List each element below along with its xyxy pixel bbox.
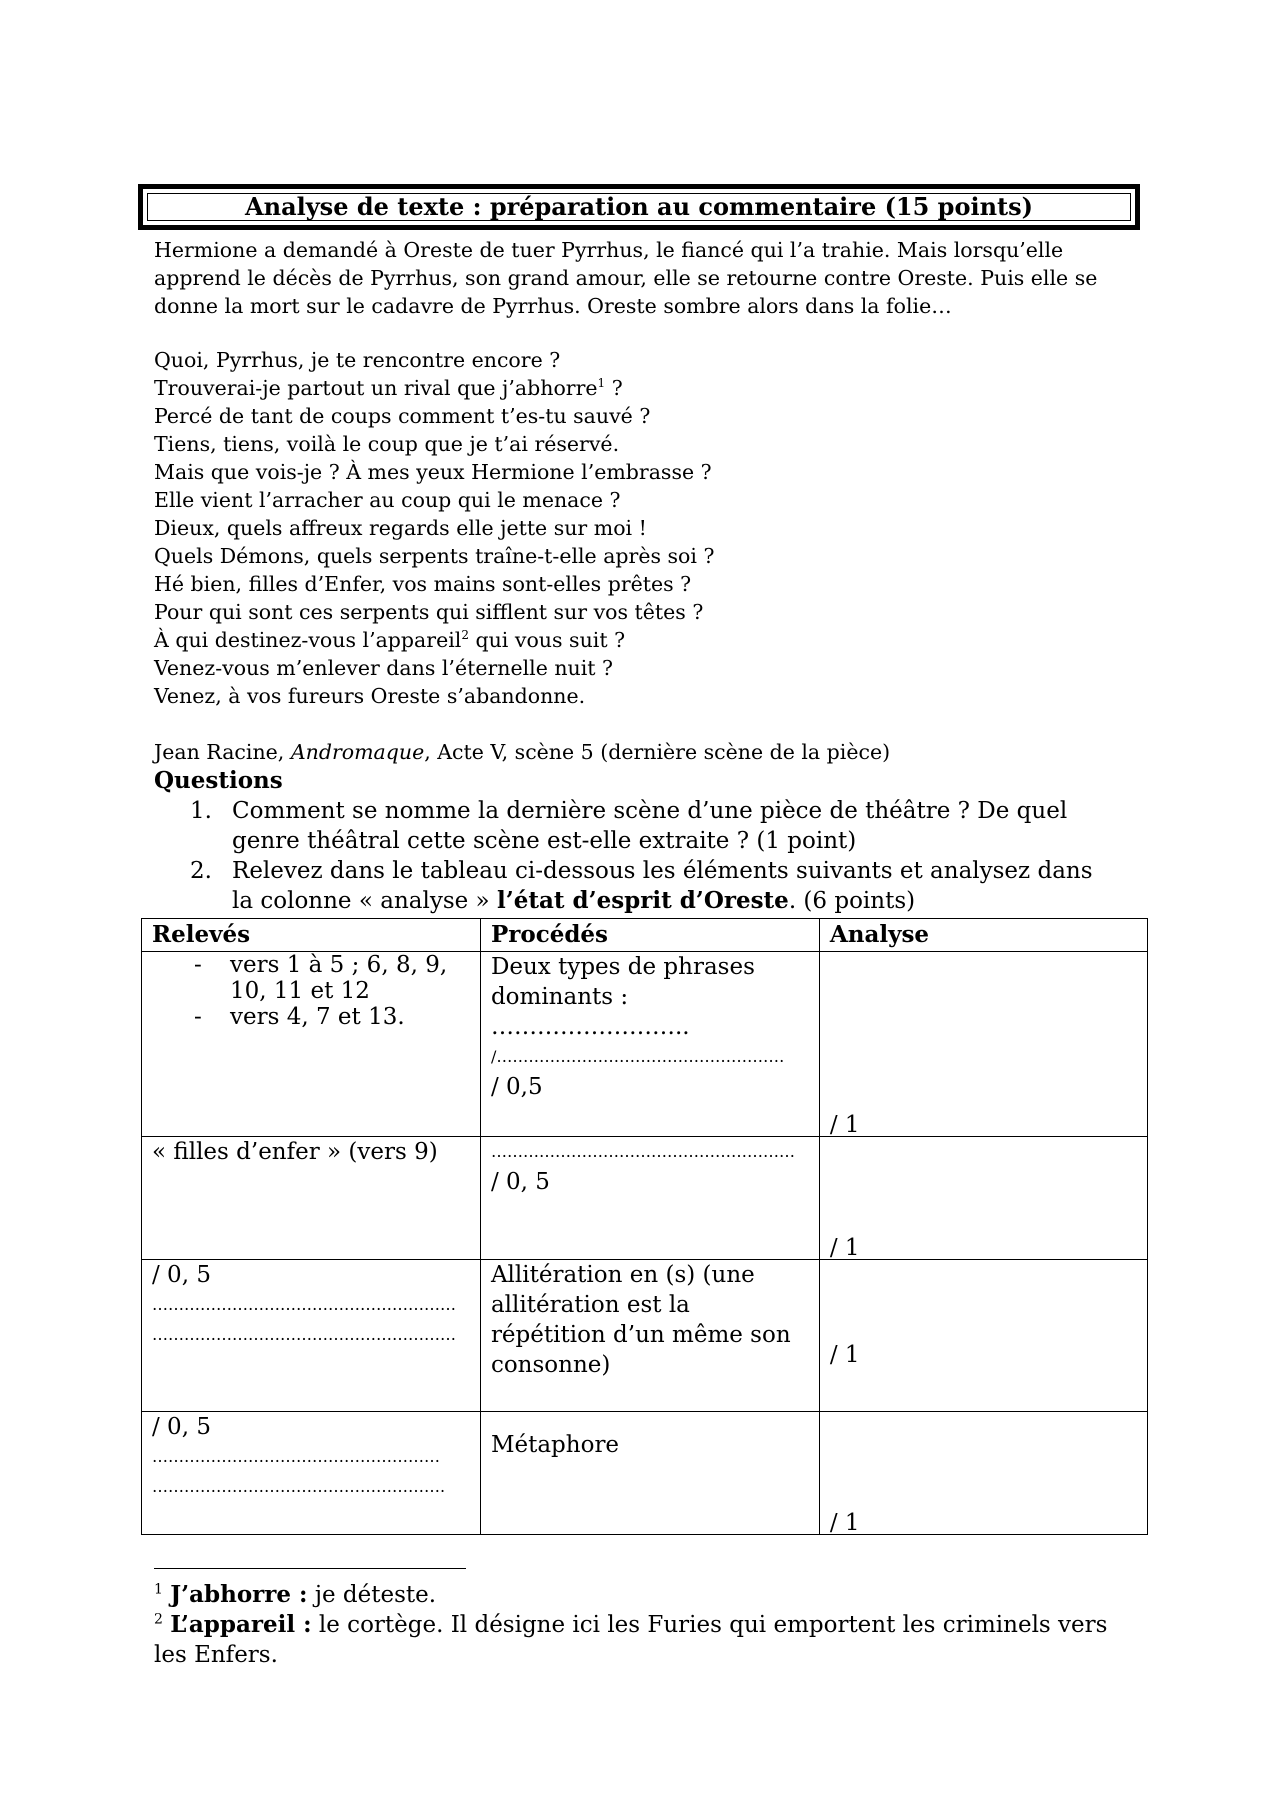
releve-text: vers 4, 7 et 13. [230, 1004, 405, 1030]
analysis-table [141, 918, 1148, 1535]
score-label: / 0, 5 [152, 1414, 211, 1440]
intro-paragraph: Hermione a demandé à Oreste de tuer Pyrrhus, le fiancé qui l’a trahie. Mais lorsqu’elle apprend le décès de Pyrrhus, son grand amour, elle se retourne contre Oreste. Puis elle se donne la mort sur le cadavre de Pyrrhus. Oreste sombre alors dans la folie… [154, 238, 1098, 318]
footnote-number: 2 [154, 1611, 163, 1628]
score-label: / 0,5 [490, 1074, 543, 1100]
header-procedes: Procédés [480, 919, 819, 952]
question-text: Relevez dans le tableau ci-dessous les éléments suivants et analysez dans la colonne « analyse » [232, 858, 1093, 914]
releve-cell [142, 1137, 481, 1260]
dash-bullet: - [194, 952, 202, 978]
score-label: / 1 [829, 1235, 860, 1261]
footnote-term: J’abhorre : [170, 1581, 308, 1608]
poem-line: Venez-vous m’enlever dans l’éternelle nuit ? [154, 656, 614, 680]
questions-heading: Questions [154, 767, 283, 794]
footnotes [154, 1580, 1114, 1670]
poem-line: Elle vient l’arracher au coup qui le menace ? [154, 488, 621, 512]
table-row [142, 1137, 1148, 1260]
score-label: / 1 [829, 1510, 860, 1536]
table-row [142, 952, 1148, 1137]
section-title: Analyse de texte : préparation au commentaire (15 points) [147, 193, 1131, 221]
procede-label: Deux types de phrases dominants : …………………….. [490, 954, 755, 1040]
releve-cell[interactable] [142, 1260, 481, 1412]
poem-line: Tiens, tiens, voilà le coup que je t’ai réservé. [154, 432, 620, 456]
footnote-divider [154, 1568, 466, 1569]
poem-line: Quels Démons, quels serpents traîne-t-elle après soi ? [154, 544, 715, 568]
score-label: / 0, 5 [152, 1262, 211, 1288]
list-item [152, 1004, 470, 1030]
footnote-item [154, 1610, 1114, 1670]
procede-cell [480, 1260, 819, 1412]
footnote-term: L’appareil : [170, 1611, 312, 1638]
poem-line: Pour qui sont ces serpents qui sifflent sur vos têtes ? [154, 600, 704, 624]
header-releves: Relevés [142, 919, 481, 952]
poem-line-text: qui vous suit ? [468, 628, 626, 652]
score-label: / 1 [829, 1112, 860, 1138]
poem-line: Dieux, quels affreux regards elle jette sur moi ! [154, 516, 647, 540]
poem-line [154, 626, 854, 654]
poem-line: Percé de tant de coups comment t’es-tu sauvé ? [154, 404, 651, 428]
procede-text: Allitération en (s) (une allitération est la répétition d’un même son consonne) [490, 1262, 791, 1378]
procede-cell [480, 1412, 819, 1535]
answer-blank[interactable]: ………………………………………………… [152, 1325, 456, 1344]
releve-list [152, 952, 470, 1030]
questions-list [154, 796, 1114, 916]
question-item [154, 796, 1114, 856]
score-label: / 0, 5 [490, 1169, 550, 1195]
analyse-cell[interactable] [819, 1137, 1147, 1260]
footnote-text: je déteste. [307, 1582, 437, 1608]
question-number: 2. [190, 858, 212, 884]
footnote-text: le cortège. Il désigne ici les Furies qui emportent les criminels vers les Enfers. [154, 1612, 1108, 1668]
poem-line: Hé bien, filles d’Enfer, vos mains sont-elles prêtes ? [154, 572, 692, 596]
source-author: Jean Racine, [154, 740, 291, 764]
poem-line-text: ? [605, 376, 623, 400]
footnote-ref[interactable]: 2 [461, 628, 469, 643]
list-item [152, 952, 470, 1004]
header-analyse: Analyse [819, 919, 1147, 952]
analyse-cell[interactable] [819, 1412, 1147, 1535]
question-text: Comment se nomme la dernière scène d’une pièce de théâtre ? De quel genre théâtral cette scène est-elle extraite ? (1 point) [232, 798, 1068, 854]
poem-line-text: Trouverai-je partout un rival que j’abhorre [154, 376, 598, 400]
dash-bullet: - [194, 1004, 202, 1030]
releve-cell [142, 952, 481, 1137]
poem-excerpt [154, 346, 854, 710]
answer-blank[interactable]: ………………………………………………. [152, 1477, 446, 1496]
section-title-box [138, 184, 1140, 230]
question-item [154, 856, 1114, 916]
analyse-cell[interactable] [819, 952, 1147, 1137]
procede-cell[interactable] [480, 952, 819, 1137]
analyse-cell[interactable] [819, 1260, 1147, 1412]
answer-blank[interactable]: /……………………………………………… [490, 1047, 785, 1066]
table-row [142, 1412, 1148, 1535]
answer-blank[interactable]: ………………………………………………… [490, 1142, 795, 1161]
score-label: / 1 [829, 1342, 860, 1368]
table-header-row [142, 919, 1148, 952]
question-number: 1. [190, 798, 212, 824]
releve-text: vers 1 à 5 ; 6, 8, 9, 10, 11 et 12 [230, 952, 448, 1004]
answer-blank[interactable]: ………………………………………………… [152, 1295, 456, 1314]
source-details: , Acte V, scène 5 (dernière scène de la pièce) [424, 740, 891, 764]
poem-line: Quoi, Pyrrhus, je te rencontre encore ? [154, 348, 561, 372]
source-work: Andromaque [290, 740, 425, 764]
answer-blank[interactable]: ……………………………………………… [152, 1447, 440, 1466]
footnote-item [154, 1580, 1114, 1610]
source-citation [154, 738, 890, 766]
poem-line-text: À qui destinez-vous l’appareil [154, 628, 462, 652]
procede-cell[interactable] [480, 1137, 819, 1260]
poem-line: Mais que vois-je ? À mes yeux Hermione l’embrasse ? [154, 460, 712, 484]
releve-text: « filles d’enfer » (vers 9) [152, 1139, 438, 1165]
question-text-end: . (6 points) [788, 888, 916, 914]
poem-line: Venez, à vos fureurs Oreste s’abandonne. [154, 684, 586, 708]
poem-line [154, 374, 854, 402]
releve-cell[interactable] [142, 1412, 481, 1535]
procede-text: Métaphore [490, 1432, 620, 1458]
question-emphasis: l’état d’esprit d’Oreste [496, 887, 789, 914]
footnote-number: 1 [154, 1581, 163, 1598]
table-row [142, 1260, 1148, 1412]
footnote-ref[interactable]: 1 [597, 376, 606, 391]
